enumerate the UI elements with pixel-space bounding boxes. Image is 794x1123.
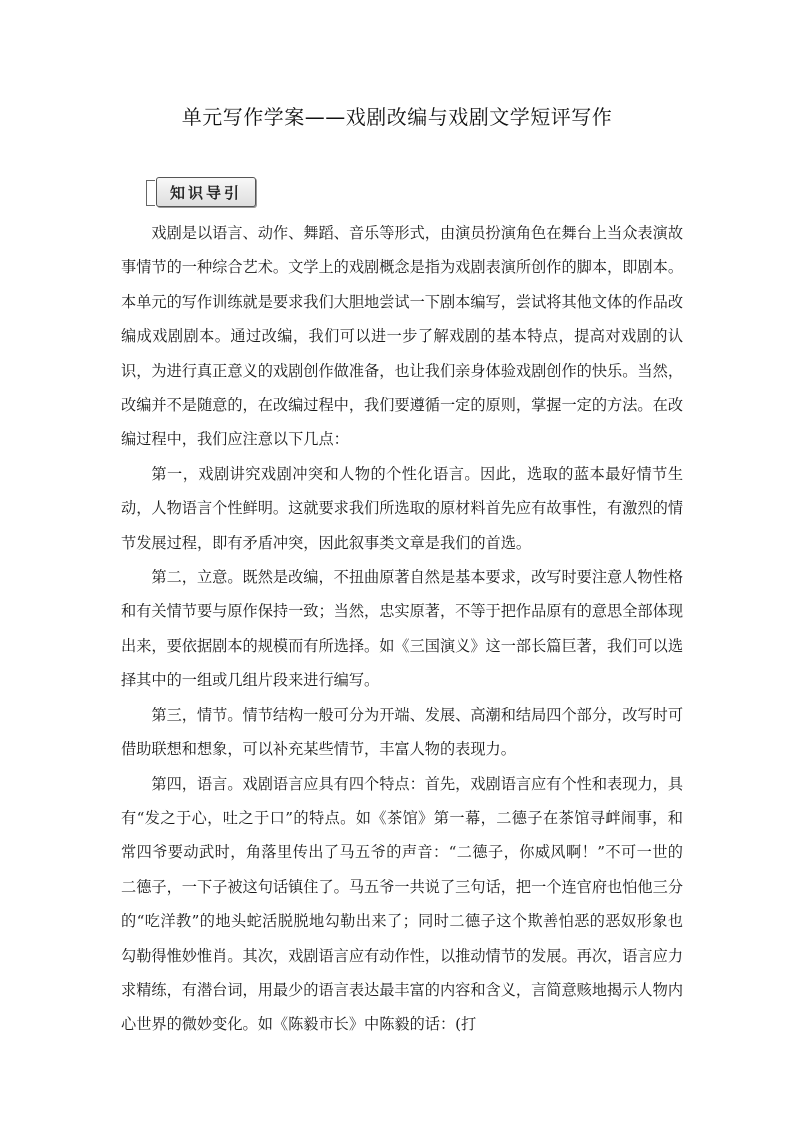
paragraph-point-3: 第三，情节。情节结构一般可分为开端、发展、高潮和结局四个部分，改写时可借助联想和想象，可以补充某些情节，丰富人物的表现力。 [121, 705, 683, 759]
paragraph-point-2: 第二，立意。既然是改编，不扭曲原著自然是基本要求，改写时要注意人物性格和有关情节要与原作保持一致；当然，忠实原著，不等于把作品原有的意思全部体现出来，要依据剧本的规模而有所选择。如《三国演义》这一部长篇巨著，我们可以选择其中的一组或几组片段来进行编写。 [121, 568, 683, 690]
section-label: 知识导引 [169, 183, 242, 202]
paragraph-point-1: 第一，戏剧讲究戏剧冲突和人物的个性化语言。因此，选取的蓝本最好情节生动，人物语言个性鲜明。这就要求我们所选取的原材料首先应有故事性，有激烈的情节发展过程，即有矛盾冲突，因此叙事类文章是我们的首选。 [121, 464, 683, 552]
paragraph-intro: 戏剧是以语言、动作、舞蹈、音乐等形式，由演员扮演角色在舞台上当众表演故事情节的一种综合艺术。文学上的戏剧概念是指为戏剧表演所创作的脚本，即剧本。本单元的写作训练就是要求我们大胆地尝试一下剧本编写，尝试将其他文体的作品改编成戏剧剧本。通过改编，我们可以进一步了解戏剧的基本特点，提高对戏剧的认识，为进行真正意义的戏剧创作做准备，也让我们亲身体验戏剧创作的快乐。当然，改编并不是随意的，在改编过程中，我们要遵循一定的原则，掌握一定的方法。在改编过程中，我们应注意以下几点： [121, 224, 683, 449]
paragraph-point-4: 第四，语言。戏剧语言应具有四个特点：首先，戏剧语言应有个性和表现力，具有“发之于心，吐之于口”的特点。如《茶馆》第一幕，二德子在茶馆寻衅闹事，和常四爷要动武时，角落里传出了马五爷的声音：“二德子，你威风啊！”不可一世的二德子，一下子被这句话镇住了。马五爷一共说了三句话，把一个连官府也怕他三分的“吃洋教”的地头蛇活脱脱地勾勒出来了；同时二德子这个欺善怕恶的恶奴形象也勾勒得惟妙惟肖。其次，戏剧语言应有动作性，以推动情节的发展。再次，语言应力求精练，有潜台词，用最少的语言表达最丰富的内容和含义，言简意赅地揭示人物内心世界的微妙变化。如《陈毅市长》中陈毅的话：(打 [121, 774, 683, 1034]
badge-box [156, 177, 256, 207]
document-title: 单元写作学案——戏剧改编与戏剧文学短评写作 [181, 105, 613, 129]
section-badge [146, 177, 256, 207]
badge-tab-decoration [146, 180, 155, 206]
document-body [121, 216, 683, 1042]
